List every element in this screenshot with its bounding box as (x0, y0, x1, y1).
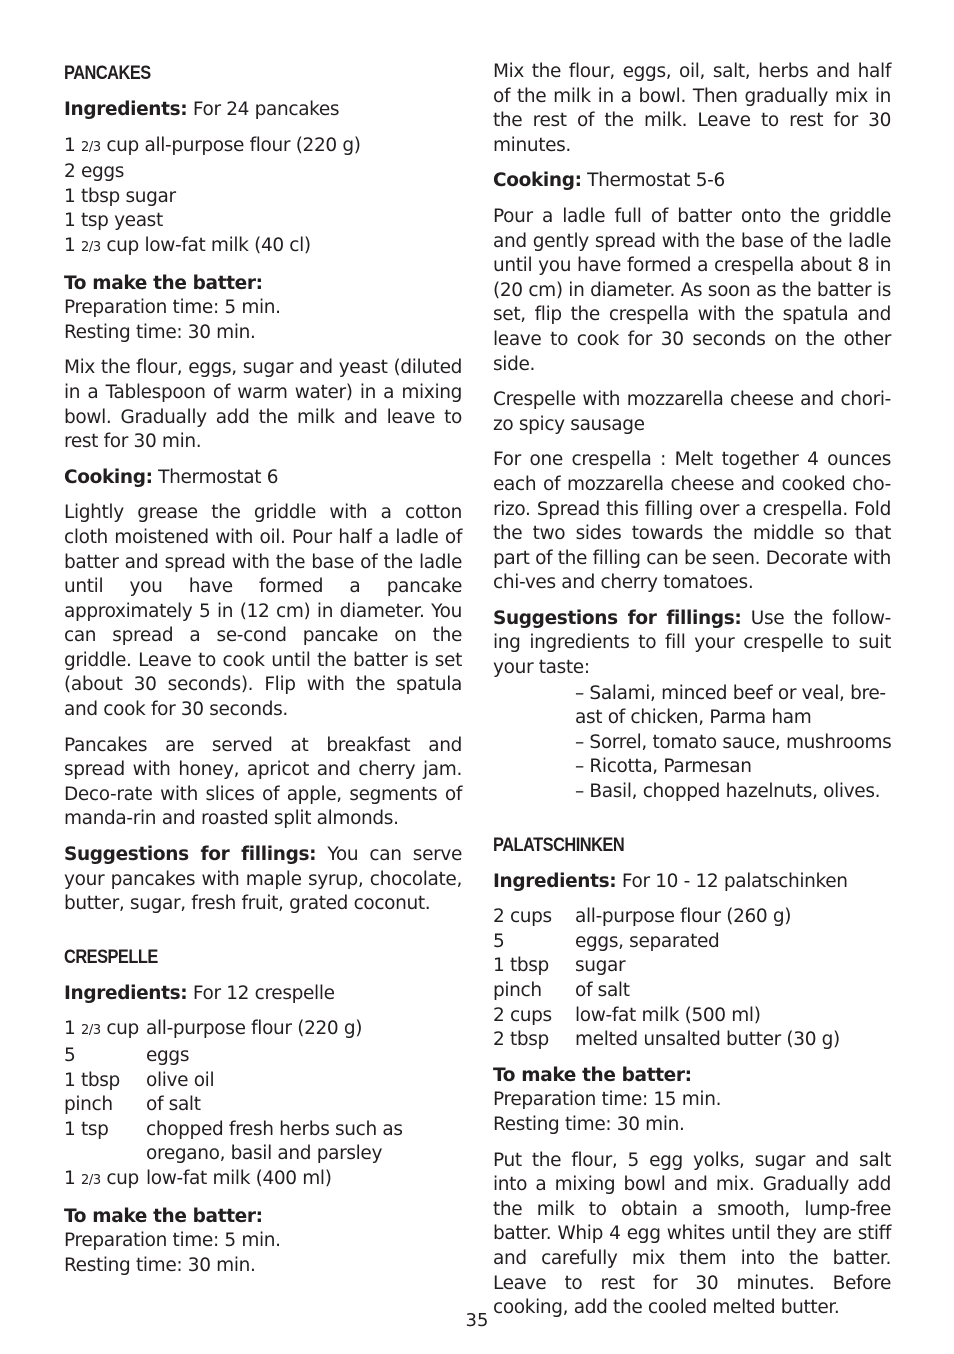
ingredient-text: 1 tbsp sugar (64, 185, 176, 207)
item-cell: low-fat milk (400 ml) (146, 1167, 332, 1189)
ingredient-text: cup all-purpose flour (220 g) (100, 134, 361, 156)
pancakes-heading: PANCAKES (64, 62, 151, 84)
qty-cell: pinch (64, 1094, 113, 1116)
table-row (64, 1093, 403, 1118)
table-row (64, 1044, 403, 1069)
qty-cell: 2 cups (493, 906, 552, 928)
crespelle-suggestion-list (575, 682, 891, 805)
crespelle-variant-text: For one crespella : Melt together 4 ounces each of mozzarella cheese and cooked cho-rizo. Spread this filling over a crespella. Fold the two sides towards the middle so that part of the filling can be seen. Decorate with chi-ves and cherry tomatoes. (493, 449, 891, 594)
palatschinken-prep-time: Preparation time: 15 min. (493, 1089, 722, 1111)
palatschinken-ingredients-line (493, 870, 891, 895)
qty-cell: 2 tbsp (493, 1029, 549, 1051)
crespelle-ingredients-line (64, 982, 462, 1007)
item-cell: chopped fresh herbs such as (146, 1118, 403, 1140)
palatschinken-ingredient-table (493, 905, 840, 1053)
palatschinken-batter-label: To make the batter: (493, 1064, 692, 1086)
crespelle-ingredient-table (64, 1017, 403, 1193)
list-item: – Ricotta, Parmesan (575, 756, 752, 778)
pancakes-ingredients-for: For 24 pancakes (187, 99, 340, 120)
item-cell: low-fat milk (500 ml) (575, 1004, 761, 1026)
qty-cell: 1 tbsp (493, 955, 549, 977)
table-row (64, 1069, 403, 1094)
list-item: – Salami, minced beef or veal, bre- (575, 682, 886, 704)
table-row (64, 1167, 403, 1194)
pancakes-suggestions-text: You can serve your pancakes with maple syrup, chocolate, butter, sugar, fresh fruit, grated coconut. (64, 844, 462, 915)
qty-cell: 2 cups (493, 1004, 552, 1026)
ingredient-text: cup low-fat milk (40 cl) (100, 234, 311, 256)
crespelle-cooking-line (493, 169, 891, 194)
table-row (64, 1017, 403, 1044)
item-cell: eggs (146, 1045, 190, 1066)
palatschinken-rest-time: Resting time: 30 min. (493, 1113, 685, 1135)
item-cell: of salt (146, 1094, 201, 1116)
palatschinken-method-text: Put the flour, 5 egg yolks, sugar and salt into a mixing bowl and mix. Gradually add the milk to obtain a smooth, lump-free batter. Whip 4 egg whites until they are stiff and carefully mix them into the batter. Leave to rest for 30 minutes. Before cooking, add the cooled melted butter. (493, 1149, 891, 1319)
page-number: 35 (465, 1310, 489, 1331)
table-row (64, 1118, 403, 1143)
qty-cell: 1 tsp (64, 1118, 109, 1140)
pancakes-ingredient-list (64, 134, 462, 261)
pancakes-suggestions-label: Suggestions for fillings: (64, 844, 317, 866)
crespelle-cook-text: Pour a ladle full of batter onto the griddle and gently spread with the base of the ladle until you have formed a crespella about 8 in (20 cm) in diameter. As soon as the batter is set, flip the crespella with the spatula and leave to cook for 30 seconds on the other side. (493, 205, 891, 375)
pancakes-prep-time: Preparation time: 5 min. (64, 297, 281, 319)
palatschinken-batter-block (493, 1064, 891, 1138)
item-cell: all-purpose flour (220 g) (146, 1018, 363, 1040)
qty-cell: 5 (493, 930, 505, 952)
item-cell: of salt (575, 980, 630, 1001)
crespelle-suggestions (493, 607, 891, 681)
table-row (493, 979, 840, 1004)
table-row (64, 1142, 403, 1167)
pancakes-cook-text: Lightly grease the griddle with a cotton cloth moistened with oil. Pour half a ladle of batter and spread with the base of the ladle until you have formed a pancake approximately 5 in (12 cm) in diameter. You can spread a se-cond pancake on the griddle. Leave to cook until the batter is set (about 30 seconds). Flip with the spatula and cook for 30 seconds. (64, 502, 462, 721)
pancakes-ingredients-line (64, 98, 462, 123)
table-row (493, 1004, 840, 1029)
ingredient-line (64, 160, 462, 185)
qty-cell: 5 (64, 1045, 76, 1066)
crespelle-cooking-label: Cooking: (493, 170, 582, 192)
pancakes-suggestions (64, 843, 462, 917)
list-item: ast of chicken, Parma ham (575, 707, 812, 729)
item-cell: sugar (575, 955, 626, 977)
table-row (493, 930, 840, 955)
ingredient-text: 1 tsp yeast (64, 210, 163, 232)
crespelle-variant-title: Crespelle with mozzarella cheese and chori-zo spicy sausage (493, 389, 891, 435)
item-cell: olive oil (146, 1069, 215, 1091)
crespelle-prep-time: Preparation time: 5 min. (64, 1230, 281, 1252)
crespelle-rest-time: Resting time: 30 min. (64, 1254, 256, 1276)
crespelle-mix-text: Mix the flour, eggs, oil, salt, herbs and half of the milk in a bowl. Then gradually mix in the rest of the milk. Leave to rest for 30 minutes. (493, 61, 891, 156)
ingredient-line (64, 134, 462, 161)
palatschinken-ingredients-label: Ingredients: (493, 870, 617, 892)
ingredient-line (64, 185, 462, 210)
qty-cell: 1 tbsp (64, 1069, 120, 1091)
ingredient-text: 2 eggs (64, 161, 125, 183)
qty-fraction: 2/3 (80, 139, 101, 155)
qty-cell: pinch (493, 980, 542, 1001)
pancakes-batter-label: To make the batter: (64, 272, 263, 294)
item-cell: oregano, basil and parsley (146, 1143, 383, 1165)
crespelle-cooking-value: Thermostat 5-6 (581, 170, 725, 192)
item-cell: melted unsalted butter (30 g) (575, 1029, 840, 1051)
pancakes-ingredients-label: Ingredients: (64, 99, 188, 120)
qty-cell: 1 2/3 cup (64, 1167, 139, 1189)
crespelle-heading: CRESPELLE (64, 945, 158, 968)
list-item: – Sorrel, tomato sauce, mushrooms (575, 731, 892, 753)
ingredient-line (64, 234, 462, 261)
qty-cell: 1 2/3 cup (64, 1018, 139, 1040)
pancakes-batter-block (64, 272, 462, 346)
left-column (64, 60, 462, 1289)
right-column (493, 60, 891, 1332)
pancakes-cooking-value: Thermostat 6 (152, 466, 279, 488)
qty-cell (64, 1142, 146, 1167)
palatschinken-ingredients-for: For 10 - 12 palatschinken (616, 870, 848, 892)
palatschinken-heading: PALATSCHINKEN (493, 833, 625, 856)
crespelle-ingredients-for: For 12 crespelle (187, 982, 335, 1004)
item-cell: all-purpose flour (260 g) (575, 906, 792, 928)
crespelle-ingredients-label: Ingredients: (64, 982, 188, 1004)
crespelle-batter-block (64, 1205, 462, 1279)
table-row (493, 954, 840, 979)
qty-whole: 1 (64, 134, 81, 156)
pancakes-mix-text: Mix the flour, eggs, sugar and yeast (diluted in a Tablespoon of warm water) in a mixing bowl. Gradually add the milk and leave to rest for 30 min. (64, 357, 462, 453)
pancakes-rest-time: Resting time: 30 min. (64, 321, 256, 343)
table-row (493, 905, 840, 930)
pancakes-cooking-line (64, 466, 462, 491)
list-item: – Basil, chopped hazelnuts, olives. (575, 781, 881, 803)
pancakes-serve-text: Pancakes are served at breakfast and spread with honey, apricot and cherry jam. Deco-rate with slices of apple, segments of manda-rin and roasted split almonds. (64, 734, 462, 830)
crespelle-suggestions-label: Suggestions for fillings: (493, 607, 742, 629)
crespelle-suggestions-text: Use the follow-ing ingredients to fill your crespelle to suit your taste: (493, 607, 891, 679)
qty-fraction: 2/3 (80, 239, 101, 255)
item-cell: eggs, separated (575, 930, 720, 952)
ingredient-line (64, 209, 462, 234)
qty-whole: 1 (64, 234, 81, 256)
pancakes-cooking-label: Cooking: (64, 466, 153, 488)
crespelle-batter-label: To make the batter: (64, 1205, 263, 1227)
table-row (493, 1028, 840, 1053)
